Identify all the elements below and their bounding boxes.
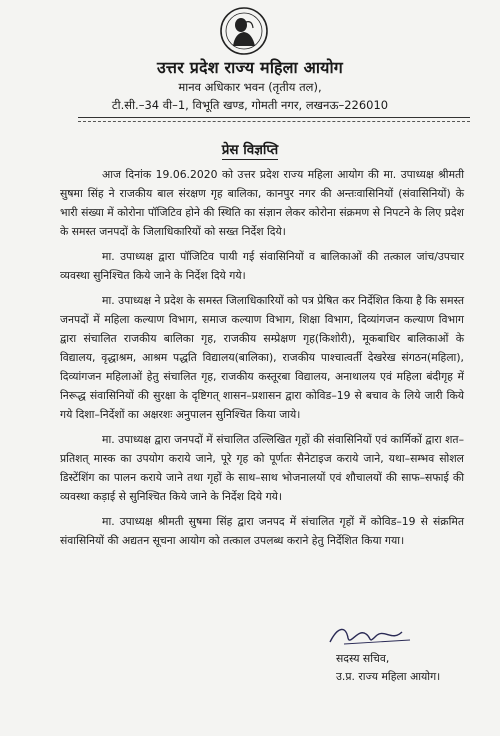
document-title	[0, 140, 500, 158]
paragraph: मा. उपाध्यक्ष द्वारा जनपदों में संचालित उल्लिखित गृहों की संवासिनियों एवं कार्मिकों द्वारा शत–प्रतिशत् मास्क का उपयोग कराये जाने, पूरे गृह को पूर्णतः सैनेटाइज कराये जाने, यथा–सम्भव सोशल डिस्टेंशिंग का पालन कराये जाने तथा गृहों के साथ–साथ भोजनालयों एवं शौचालयों की साफ–सफाई की व्यवस्था कड़ाई से सुनिश्चित किये जाने के निर्देश दिये गये।	[60, 433, 464, 503]
women-commission-emblem-icon	[219, 6, 269, 56]
paragraph: मा. उपाध्यक्ष श्रीमती सुषमा सिंह द्वारा जनपद में संचालित गृहों में कोविड–19 से संक्रमित संवासिनियों की अद्यतन सूचना आयोग को तत्काल उपलब्ध कराने हेतु निर्देशित किया गया।	[60, 515, 464, 547]
header-divider	[78, 117, 470, 118]
signature-block	[310, 622, 480, 686]
document-title-text: प्रेस विज्ञप्ति	[221, 142, 279, 158]
organization-name: उत्तर प्रदेश राज्य महिला आयोग	[156, 58, 344, 77]
address-line-2: टी.सी.–34 वी–1, विभूति खण्ड, गोमती नगर, लखनऊ–226010	[111, 98, 389, 112]
address-line-1: मानव अधिकार भवन (तृतीय तल),	[178, 80, 322, 94]
handwritten-signature-icon	[310, 622, 450, 650]
paragraph: आज दिनांक 19.06.2020 को उत्तर प्रदेश राज्य महिला आयोग की मा. उपाध्यक्ष श्रीमती सुषमा सिंह ने राजकीय बाल संरक्षण गृह बालिका, कानपुर नगर की अन्तःवासिनियों (संवासिनियों) के भारी संख्या में कोरोना पॉजिटिव होने की स्थिति का संज्ञान लेकर कोरोना संक्रमण से निपटने के लिए प्रदेश के समस्त जनपदों के जिलाधिकारियों को सख्त निर्देश दिये।	[60, 168, 464, 238]
document-body	[60, 165, 464, 556]
header-divider-dotted	[78, 121, 470, 122]
paragraph: मा. उपाध्यक्ष ने प्रदेश के समस्त जिलाधिकारियों को पत्र प्रेषित कर निर्देशित किया है कि समस्त जनपदों में महिला कल्याण विभाग, समाज कल्याण विभाग, शिक्षा विभाग, दिव्यांगजन कल्याण विभाग द्वारा संचालित राजकीय बालिका गृह, राजकीय सम्प्रेक्षण गृह(किशोरी), मूकबाधिर बालिकाओं के विद्यालय, वृद्धाश्रम, आश्रम पद्धति विद्यालय(बालिका), राजकीय पाश्चात्वर्ती देखरेख संगठन(महिला), दिव्यांगजन महिलाओं हेतु संचालित गृह, राजकीय कस्तूरबा विद्यालय, अनाथालय एवं महिला बंदीगृह में निरूद्ध संवासिनियों की सुरक्षा के दृष्टिगत् शासन–प्रशासन द्वारा कोविड–19 से बचाव के लिये जारी किये गये दिशा–निर्देशों का अक्षरशः अनुपालन सुनिश्चित किया जाये।	[60, 294, 464, 421]
paragraph: मा. उपाध्यक्ष द्वारा पॉजिटिव पायी गई संवासिनियों व बालिकाओं की तत्काल जांच/उपचार व्यवस्था सुनिश्चित किये जाने के निर्देश दिये गये।	[60, 250, 464, 282]
signatory-designation: सदस्य सचिव,	[336, 652, 390, 665]
signatory-office: उ.प्र. राज्य महिला आयोग।	[336, 670, 441, 683]
